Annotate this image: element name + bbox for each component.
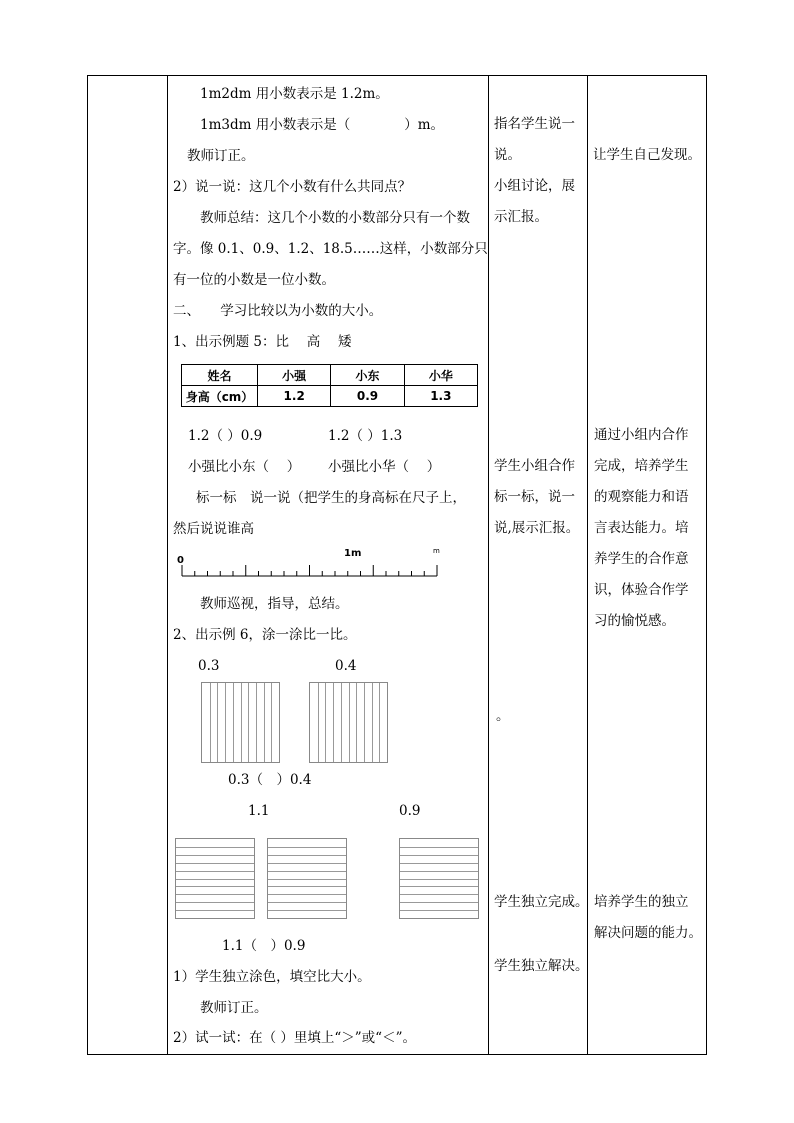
grid-divider xyxy=(264,683,265,762)
grid-divider xyxy=(268,879,346,880)
grid-divider xyxy=(176,879,254,880)
grid-divider xyxy=(176,902,254,903)
grid-divider xyxy=(248,683,249,762)
text-line: 2、出示例 6，涂一涂比一比。 xyxy=(173,627,357,643)
grid-divider xyxy=(325,683,326,762)
grid-divider xyxy=(225,683,226,762)
grid-label: 0.3 xyxy=(198,658,220,674)
grid-divider xyxy=(333,683,334,762)
text-line: 培养学生的独立 xyxy=(594,894,689,910)
grid-label: 0.9 xyxy=(399,803,421,819)
compare-prompt: 小强比小东（ ） xyxy=(188,459,301,475)
text-line: 然后说说谁高 xyxy=(173,521,254,537)
table-cell: 1.2 xyxy=(258,386,331,407)
student-activity-group xyxy=(494,887,589,918)
table-header-cell: 姓名 xyxy=(182,365,258,386)
decimal-grid-horizontal xyxy=(267,838,347,919)
design-intent-group xyxy=(594,887,702,949)
text-line: 通过小组内合作 xyxy=(594,427,689,443)
text-line: 教师总结：这几个小数的小数部分只有一个数 xyxy=(200,210,470,226)
grid-divider xyxy=(379,683,380,762)
compare-prompt: 1.2（ ）0.9 xyxy=(188,428,263,444)
design-intent-group xyxy=(593,140,701,171)
table-cell: 身高（cm） xyxy=(182,386,258,407)
grid-divider xyxy=(176,863,254,864)
grid-divider xyxy=(400,894,478,895)
ruler-graphic xyxy=(177,543,447,583)
grid-divider xyxy=(400,902,478,903)
grid-divider xyxy=(176,871,254,872)
grid-divider xyxy=(356,683,357,762)
table-row xyxy=(182,386,478,407)
section-heading: 二、 学习比较以为小数的大小。 xyxy=(173,303,383,319)
text-line: 言表达能力。培 xyxy=(594,520,689,536)
grid-divider xyxy=(268,847,346,848)
ruler xyxy=(177,543,447,587)
text-line: 1）学生独立涂色，填空比大小。 xyxy=(173,969,371,985)
grid-label: 0.4 xyxy=(335,658,357,674)
column-divider-2 xyxy=(488,75,489,1055)
table-cell: 1.3 xyxy=(404,386,477,407)
ruler-label-end: m xyxy=(433,547,440,555)
compare-prompt: 1.1（ ）0.9 xyxy=(222,938,306,954)
text-line: 识，体验合作学 xyxy=(594,582,689,598)
text-line: 标一标 说一说（把学生的身高标在尺子上， xyxy=(196,490,466,506)
student-activity-group xyxy=(496,701,510,732)
compare-prompt: 1.2（ ）1.3 xyxy=(328,428,403,444)
ruler-label-mid: 1m xyxy=(344,548,362,559)
student-activity-group xyxy=(494,451,579,544)
text-line: 。 xyxy=(496,708,510,724)
grid-divider xyxy=(268,871,346,872)
decimal-grid-horizontal xyxy=(399,838,479,919)
text-line: 学生独立完成。 xyxy=(494,894,589,910)
text-line: 完成，培养学生 xyxy=(594,458,689,474)
decimal-grid-vertical xyxy=(201,682,280,763)
grid-divider xyxy=(268,863,346,864)
table-cell: 0.9 xyxy=(331,386,404,407)
grid-divider xyxy=(400,871,478,872)
student-activity-group xyxy=(494,951,589,982)
ruler-label-start: 0 xyxy=(177,555,184,566)
grid-divider xyxy=(268,886,346,887)
decimal-grid-horizontal xyxy=(175,838,255,919)
height-table xyxy=(181,364,478,407)
text-line: 学生小组合作 xyxy=(494,458,575,474)
text-line: 养学生的合作意 xyxy=(594,551,689,567)
compare-prompt: 0.3（ ）0.4 xyxy=(228,772,312,788)
grid-divider xyxy=(268,894,346,895)
grid-divider xyxy=(341,683,342,762)
text-line: 学生独立解决。 xyxy=(494,958,589,974)
text-line: 小组讨论，展 xyxy=(494,178,575,194)
grid-divider xyxy=(176,910,254,911)
text-line: 2）试一试：在（ ）里填上“＞”或“＜”。 xyxy=(173,1030,416,1046)
grid-divider xyxy=(176,894,254,895)
grid-divider xyxy=(268,902,346,903)
table-header-cell: 小强 xyxy=(258,365,331,386)
text-line: 说。 xyxy=(494,147,521,163)
grid-divider xyxy=(400,879,478,880)
grid-divider xyxy=(256,683,257,762)
text-line: 指名学生说一 xyxy=(494,116,575,132)
compare-prompt: 小强比小华（ ） xyxy=(328,459,441,475)
grid-divider xyxy=(241,683,242,762)
decimal-grid-vertical xyxy=(309,682,388,763)
text-line: 标一标，说一 xyxy=(494,489,575,505)
grid-divider xyxy=(400,855,478,856)
grid-divider xyxy=(268,855,346,856)
table-header-row xyxy=(182,365,478,386)
text-line: 教师巡视，指导，总结。 xyxy=(200,596,349,612)
text-line: 教师订正。 xyxy=(200,1000,268,1016)
ruler-ticks xyxy=(182,565,437,576)
text-line: 的观察能力和语 xyxy=(594,489,689,505)
design-intent-group xyxy=(594,420,689,637)
text-line: 解决问题的能力。 xyxy=(594,925,702,941)
grid-divider xyxy=(400,863,478,864)
grid-divider xyxy=(268,910,346,911)
grid-divider xyxy=(400,847,478,848)
text-line: 教师订正。 xyxy=(187,148,255,164)
grid-label: 1.1 xyxy=(248,803,270,819)
grid-divider xyxy=(210,683,211,762)
text-line: 让学生自己发现。 xyxy=(593,147,701,163)
text-line: 1m2dm 用小数表示是 1.2m。 xyxy=(200,86,389,102)
grid-divider xyxy=(364,683,365,762)
grid-divider xyxy=(349,683,350,762)
text-line: 字。像 0.1、0.9、1.2、18.5……这样，小数部分只 xyxy=(173,241,488,257)
text-line: 习的愉悦感。 xyxy=(594,613,675,629)
student-activity-group xyxy=(494,109,575,233)
grid-divider xyxy=(217,683,218,762)
grid-divider xyxy=(271,683,272,762)
grid-divider xyxy=(176,886,254,887)
text-line: 说,展示汇报。 xyxy=(494,520,580,536)
table-header-cell: 小东 xyxy=(331,365,404,386)
grid-divider xyxy=(176,855,254,856)
table-header-cell: 小华 xyxy=(404,365,477,386)
column-divider-1 xyxy=(167,75,168,1055)
grid-divider xyxy=(400,910,478,911)
grid-divider xyxy=(372,683,373,762)
grid-divider xyxy=(318,683,319,762)
grid-divider xyxy=(233,683,234,762)
text-line: 2）说一说：这几个小数有什么共同点？ xyxy=(173,179,412,195)
grid-divider xyxy=(400,886,478,887)
text-line: 示汇报。 xyxy=(494,209,548,225)
grid-divider xyxy=(176,847,254,848)
text-line: 1m3dm 用小数表示是（ ）m。 xyxy=(200,117,445,133)
example-heading: 1、出示例题 5：比 高 矮 xyxy=(173,334,352,350)
text-line: 有一位的小数是一位小数。 xyxy=(173,272,335,288)
